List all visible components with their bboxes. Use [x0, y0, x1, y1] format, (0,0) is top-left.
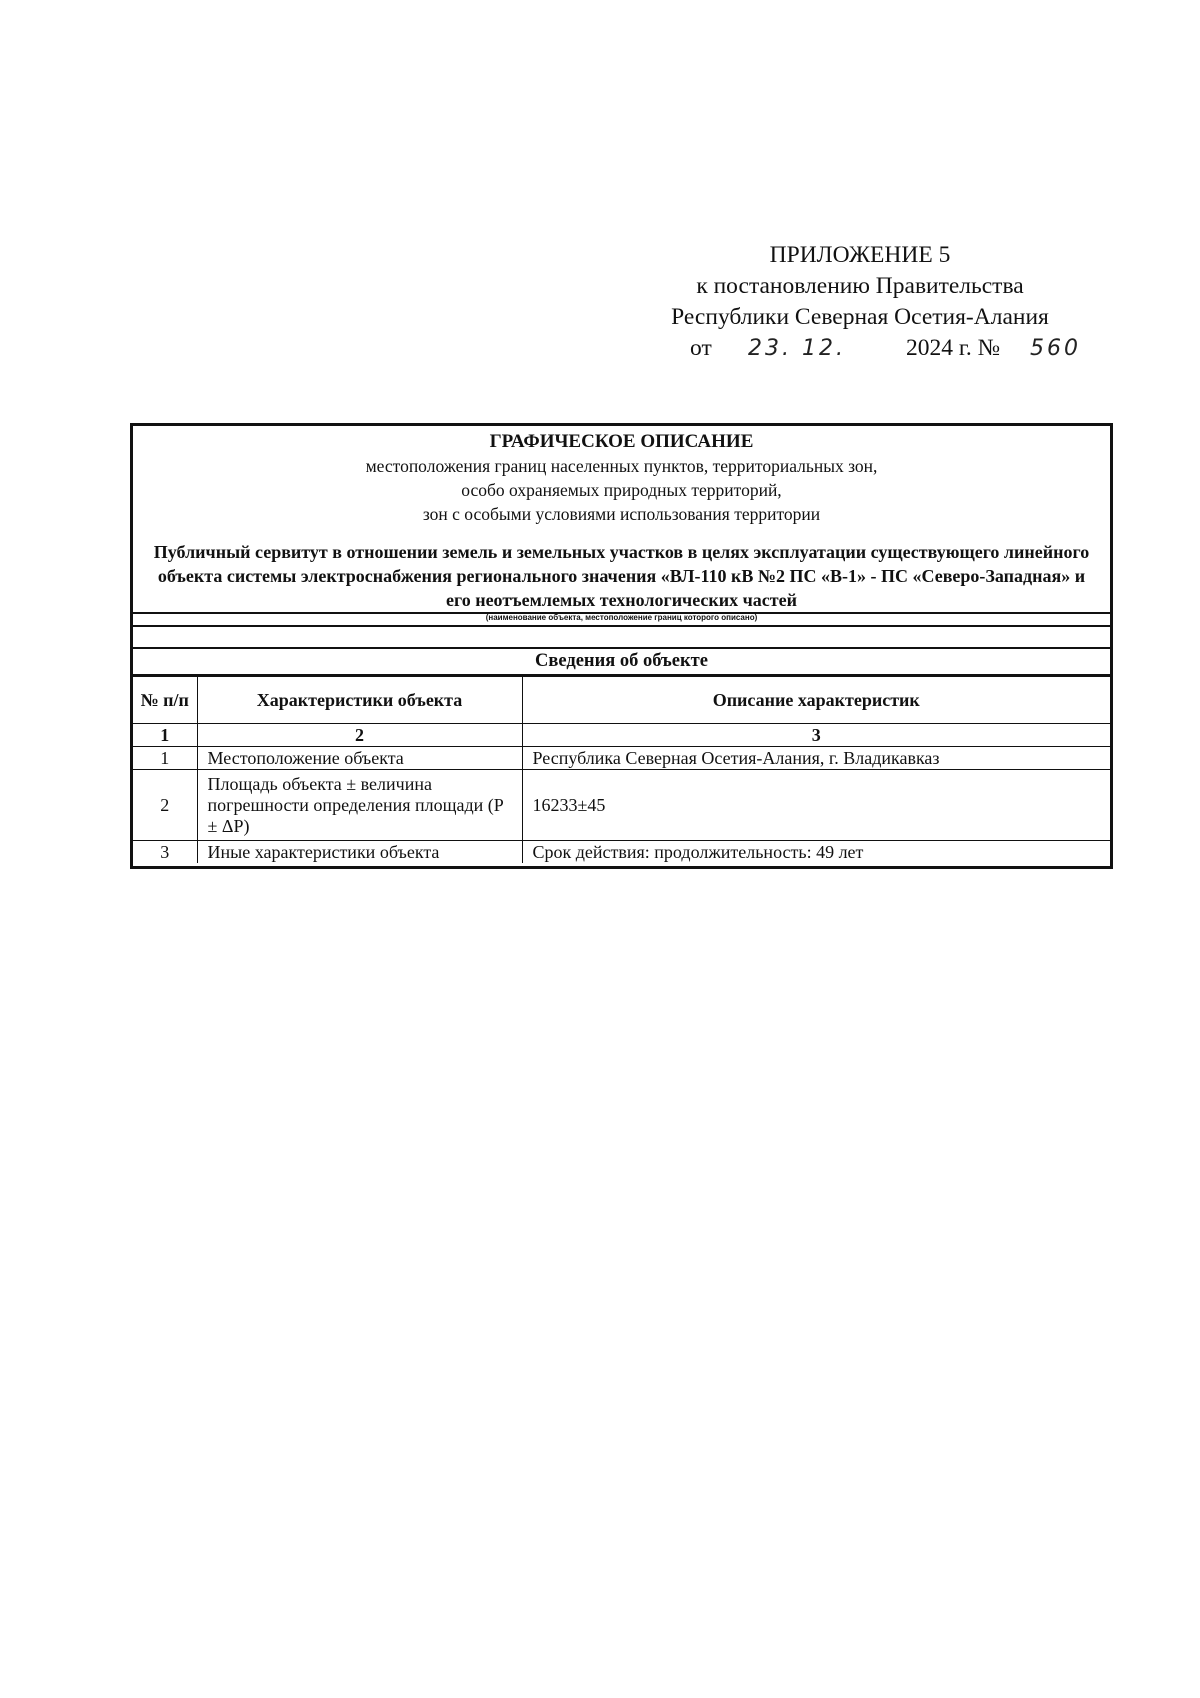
- appendix-title: ПРИЛОЖЕНИЕ 5: [769, 242, 951, 268]
- header-cell-number: № п/п: [133, 676, 197, 724]
- row-number-cell: 3: [133, 841, 197, 864]
- table-row: [133, 747, 1110, 770]
- table-header-row: [133, 676, 1110, 724]
- object-name: Публичный сервитут в отношении земель и земельных участков в целях эксплуатации существующего линейного объекта системы электроснабжения регионального значения «ВЛ-110 кВ №2 ПС «В-1» - ПС «Северо-Западная» и его неотъемлемых технологических частей: [153, 542, 1090, 610]
- year-and-number-label: 2024 г. №: [906, 335, 1001, 361]
- table-row: [133, 770, 1110, 841]
- date-prefix: от: [690, 335, 712, 361]
- column-number-cell: 1: [133, 724, 197, 747]
- appendix-header: [600, 240, 1120, 364]
- characteristic-cell: Иные характеристики объекта: [197, 841, 522, 864]
- row-number-cell: 1: [133, 747, 197, 770]
- description-title: ГРАФИЧЕСКОЕ ОПИСАНИЕ: [489, 431, 754, 452]
- characteristic-cell: Площадь объекта ± величина погрешности определения площади (P ± ΔP): [197, 770, 522, 841]
- description-cell: 16233±45: [522, 770, 1110, 841]
- description-header: [133, 426, 1110, 612]
- subtitle-line: зон с особыми условиями использования территории: [422, 504, 821, 524]
- subtitle-line: особо охраняемых природных территорий,: [461, 480, 782, 500]
- handwritten-number: 560: [1030, 336, 1081, 361]
- header-cell-characteristic: Характеристики объекта: [197, 676, 522, 724]
- empty-row: [133, 627, 1110, 647]
- description-cell: Срок действия: продолжительность: 49 лет: [522, 841, 1110, 864]
- appendix-line-3: Республики Северная Осетия-Алания: [671, 304, 1049, 330]
- header-cell-description: Описание характеристик: [522, 676, 1110, 724]
- column-number-row: [133, 724, 1110, 747]
- column-number-cell: 2: [197, 724, 522, 747]
- handwritten-date: 23. 12.: [748, 336, 846, 361]
- description-cell: Республика Северная Осетия-Алания, г. Владикавказ: [522, 747, 1110, 770]
- column-number-cell: 3: [522, 724, 1110, 747]
- table-row: [133, 841, 1110, 864]
- appendix-line-2: к постановлению Правительства: [696, 273, 1024, 299]
- object-name-caption: (наименование объекта, местоположение границ которого описано): [485, 613, 758, 622]
- row-number-cell: 2: [133, 770, 197, 841]
- section-title: Сведения об объекте: [535, 651, 708, 671]
- characteristic-cell: Местоположение объекта: [197, 747, 522, 770]
- object-info-table: [133, 674, 1110, 863]
- subtitle-line: местоположения границ населенных пунктов, территориальных зон,: [365, 456, 878, 476]
- appendix-date-line: [600, 333, 1120, 364]
- graphic-description-box: [130, 423, 1113, 869]
